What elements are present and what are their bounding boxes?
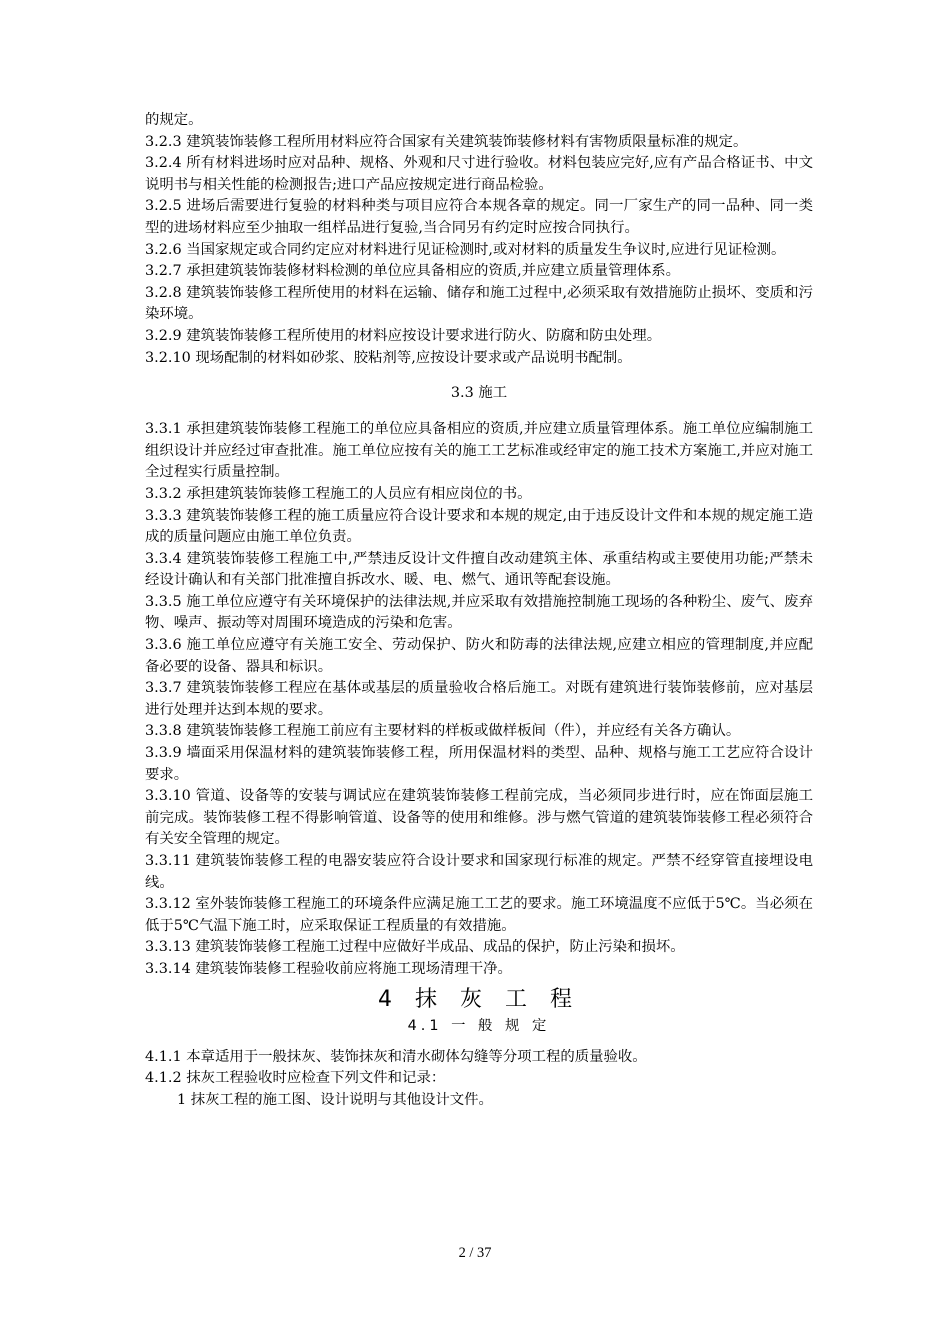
paragraph: 3.3.14 建筑装饰装修工程验收前应将施工现场清理干净。 — [145, 960, 512, 977]
paragraph: 3.3.13 建筑装饰装修工程施工过程中应做好半成品、成品的保护，防止污染和损坏。 — [145, 939, 685, 956]
paragraph: 3.3.3 建筑装饰装修工程的施工质量应符合设计要求和本规的规定,由于违反设计文件和本规的规定施工造成的质量问题应由施工单位负责。 — [145, 507, 813, 546]
section-title: 4.1 一 般 规 定 — [407, 1017, 551, 1034]
paragraph: 3.2.4 所有材料进场时应对品种、规格、外观和尺寸进行验收。材料包装应完好,应有产品合格证书、中文说明书与相关性能的检测报告;进口产品应按规定进行商品检验。 — [145, 155, 813, 193]
paragraph: 3.3.12 室外装饰装修工程施工的环境条件应满足施工工艺的要求。施工环境温度不应低于5℃。当必须在低于5℃气温下施工时，应采取保证工程质量的有效措施。 — [145, 896, 813, 934]
paragraph: 3.3.5 施工单位应遵守有关环境保护的法律法规,并应采取有效措施控制施工现场的各种粉尘、废气、废弃物、噪声、振动等对周围环境造成的污染和危害。 — [145, 593, 813, 632]
paragraph: 3.3.10 管道、设备等的安装与调试应在建筑装饰装修工程前完成，当必须同步进行时，应在饰面层施工前完成。装饰装修工程不得影响管道、设备等的使用和维修。涉与燃气管道的建筑装饰装修工程必须符合有关安全管理的规定。 — [145, 788, 813, 848]
paragraph: 3.2.9 建筑装饰装修工程所使用的材料应按设计要求进行防火、防腐和防虫处理。 — [145, 327, 662, 344]
paragraph: 3.2.8 建筑装饰装修工程所使用的材料在运输、储存和施工过程中,必须采取有效措施防止损坏、变质和污染环境。 — [145, 284, 813, 323]
paragraph: 3.2.3 建筑装饰装修工程所用材料应符合国家有关建筑装饰装修材料有害物质限量标准的规定。 — [145, 133, 748, 150]
document-body — [145, 110, 813, 1111]
paragraph: 3.2.7 承担建筑装饰装修材料检测的单位应具备相应的资质,并应建立质量管理体系。 — [145, 263, 681, 280]
paragraph: 3.2.10 现场配制的材料如砂浆、胶粘剂等,应按设计要求或产品说明书配制。 — [145, 349, 632, 366]
paragraph: 3.3.6 施工单位应遵守有关施工安全、劳动保护、防火和防毒的法律法规,应建立相应的管理制度,并应配备必要的设备、器具和标识。 — [145, 637, 813, 675]
paragraph: 4.1.1 本章适用于一般抹灰、装饰抹灰和清水砌体勾缝等分项工程的质量验收。 — [145, 1048, 647, 1065]
paragraph: 3.3.1 承担建筑装饰装修工程施工的单位应具备相应的资质,并应建立质量管理体系。施工单位应编制施工组织设计并应经过审查批准。施工单位应按有关的施工工艺标准或经审定的施工技术方案施工,并应对施工全过程实行质量控制。 — [145, 421, 813, 481]
section-title: 3.3 施工 — [450, 385, 508, 402]
page-number: 2 / 37 — [458, 1245, 492, 1261]
paragraph: 3.3.9 墙面采用保温材料的建筑装饰装修工程，所用保温材料的类型、品种、规格与施工工艺应符合设计要求。 — [145, 745, 813, 783]
paragraph: 3.3.7 建筑装饰装修工程应在基体或基层的质量验收合格后施工。对既有建筑进行装饰装修前，应对基层进行处理并达到本规的要求。 — [145, 680, 813, 718]
paragraph: 3.2.5 进场后需要进行复验的材料种类与项目应符合本规各章的规定。同一厂家生产的同一品种、同一类型的进场材料应至少抽取一组样品进行复验,当合同另有约定时应按合同执行。 — [145, 198, 813, 236]
paragraph: 3.2.6 当国家规定或合同约定应对材料进行见证检测时,或对材料的质量发生争议时,应进行见证检测。 — [145, 241, 786, 258]
paragraph: 3.3.8 建筑装饰装修工程施工前应有主要材料的样板或做样板间（件），并应经有关各方确认。 — [145, 723, 741, 740]
paragraph: 3.3.4 建筑装饰装修工程施工中,严禁违反设计文件擅自改动建筑主体、承重结构或主要使用功能;严禁未经设计确认和有关部门批准擅自拆改水、暖、电、燃气、通讯等配套设施。 — [145, 550, 813, 589]
paragraph: 3.3.2 承担建筑装饰装修工程施工的人员应有相应岗位的书。 — [145, 485, 532, 502]
paragraph: 的规定。 — [145, 112, 203, 128]
list-item: 1 抹灰工程的施工图、设计说明与其他设计文件。 — [177, 1091, 493, 1108]
chapter-title: 4 抹 灰 工 程 — [378, 986, 580, 1012]
paragraph: 4.1.2 抹灰工程验收时应检查下列文件和记录： — [145, 1070, 446, 1087]
paragraph: 3.3.11 建筑装饰装修工程的电器安装应符合设计要求和国家现行标准的规定。严禁不经穿管直接埋设电线。 — [145, 853, 813, 891]
